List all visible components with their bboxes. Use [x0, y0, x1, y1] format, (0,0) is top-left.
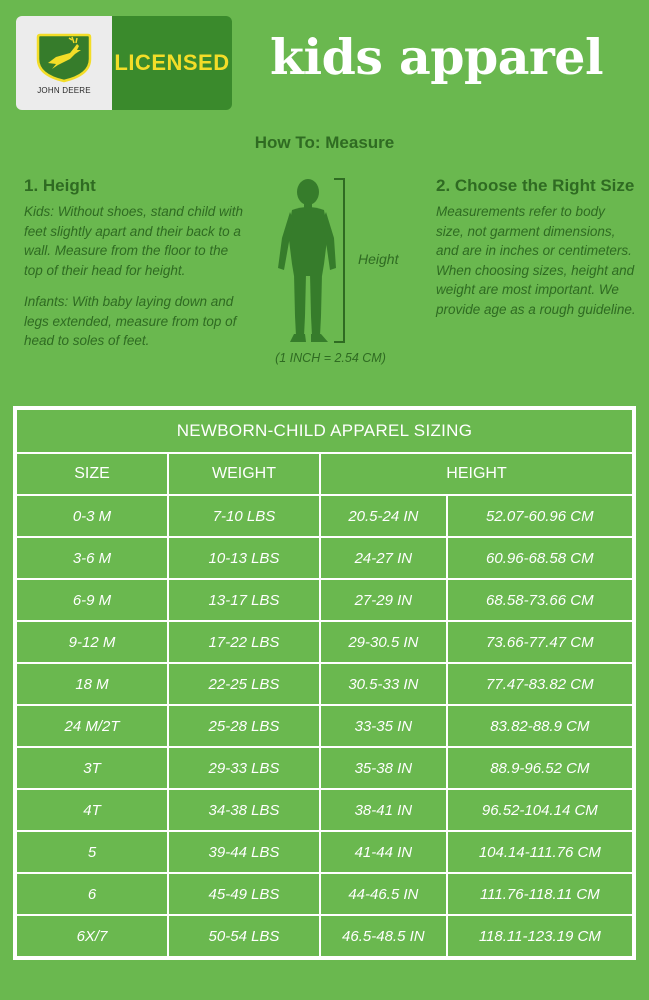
height-column-header: HEIGHT: [320, 453, 634, 495]
weight-cell: 13-17 LBS: [168, 579, 320, 621]
table-row: [15, 663, 634, 705]
how-to-measure-heading: How To: Measure: [254, 133, 395, 152]
height-in-cell: 41-44 IN: [320, 831, 447, 873]
height-cm-cell: 118.11-123.19 CM: [447, 915, 634, 958]
height-in-cell: 44-46.5 IN: [320, 873, 447, 915]
size-section: [436, 176, 636, 319]
height-in-cell: 24-27 IN: [320, 537, 447, 579]
size-section-title: 2. Choose the Right Size: [436, 176, 635, 195]
table-row: [15, 915, 634, 958]
height-cm-cell: 96.52-104.14 CM: [447, 789, 634, 831]
table-row: [15, 495, 634, 537]
height-in-cell: 30.5-33 IN: [320, 663, 447, 705]
table-title: NEWBORN-CHILD APPAREL SIZING: [15, 408, 634, 453]
child-silhouette-icon: [268, 176, 428, 351]
height-in-cell: 38-41 IN: [320, 789, 447, 831]
size-cell: 9-12 M: [15, 621, 168, 663]
sizing-table-body: [15, 495, 634, 958]
height-in-cell: 35-38 IN: [320, 747, 447, 789]
table-row: [15, 537, 634, 579]
john-deere-logo: [16, 16, 112, 110]
table-row: [15, 579, 634, 621]
size-cell: 5: [15, 831, 168, 873]
table-row: [15, 873, 634, 915]
weight-cell: 10-13 LBS: [168, 537, 320, 579]
size-cell: 0-3 M: [15, 495, 168, 537]
table-row: [15, 789, 634, 831]
height-cm-cell: 60.96-68.58 CM: [447, 537, 634, 579]
weight-cell: 22-25 LBS: [168, 663, 320, 705]
kids-instructions: Kids: Without shoes, stand child with feet slightly apart and their back to a wall. Measure from the floor to the top of their head for height.: [24, 204, 243, 278]
height-section: [24, 176, 246, 351]
height-cm-cell: 77.47-83.82 CM: [447, 663, 634, 705]
height-cm-cell: 88.9-96.52 CM: [447, 747, 634, 789]
height-in-cell: 33-35 IN: [320, 705, 447, 747]
table-row: [15, 747, 634, 789]
size-cell: 6-9 M: [15, 579, 168, 621]
height-cm-cell: 104.14-111.76 CM: [447, 831, 634, 873]
table-row: [15, 705, 634, 747]
size-cell: 6: [15, 873, 168, 915]
table-row: [15, 621, 634, 663]
size-cell: 18 M: [15, 663, 168, 705]
licensed-badge: [16, 16, 232, 110]
page-title: kids apparel: [270, 28, 604, 86]
height-in-cell: 20.5-24 IN: [320, 495, 447, 537]
sizing-table: [13, 406, 636, 960]
weight-cell: 45-49 LBS: [168, 873, 320, 915]
deer-logo-icon: [36, 31, 92, 83]
size-cell: 4T: [15, 789, 168, 831]
height-in-cell: 46.5-48.5 IN: [320, 915, 447, 958]
size-cell: 24 M/2T: [15, 705, 168, 747]
height-label: Height: [358, 251, 399, 267]
weight-cell: 17-22 LBS: [168, 621, 320, 663]
weight-cell: 50-54 LBS: [168, 915, 320, 958]
size-column-header: SIZE: [15, 453, 168, 495]
height-in-cell: 29-30.5 IN: [320, 621, 447, 663]
height-cm-cell: 52.07-60.96 CM: [447, 495, 634, 537]
weight-column-header: WEIGHT: [168, 453, 320, 495]
height-in-cell: 27-29 IN: [320, 579, 447, 621]
inch-cm-conversion: (1 INCH = 2.54 CM): [275, 351, 386, 365]
table-row: [15, 831, 634, 873]
height-cm-cell: 68.58-73.66 CM: [447, 579, 634, 621]
height-cm-cell: 83.82-88.9 CM: [447, 705, 634, 747]
brand-name: JOHN DEERE: [37, 86, 91, 95]
weight-cell: 7-10 LBS: [168, 495, 320, 537]
height-section-title: 1. Height: [24, 176, 96, 195]
size-cell: 6X/7: [15, 915, 168, 958]
infants-instructions: Infants: With baby laying down and legs extended, measure from top of head to soles of feet.: [24, 294, 237, 348]
weight-cell: 25-28 LBS: [168, 705, 320, 747]
weight-cell: 29-33 LBS: [168, 747, 320, 789]
height-cm-cell: 73.66-77.47 CM: [447, 621, 634, 663]
weight-cell: 39-44 LBS: [168, 831, 320, 873]
weight-cell: 34-38 LBS: [168, 789, 320, 831]
measurement-figure: [268, 176, 428, 371]
height-cm-cell: 111.76-118.11 CM: [447, 873, 634, 915]
licensed-label: LICENSED: [112, 16, 232, 110]
size-guidance-text: Measurements refer to body size, not garment dimensions, and are in inches or centimeters. When choosing sizes, height and weight are most important. We provide age as a rough guideline.: [436, 204, 636, 317]
size-cell: 3-6 M: [15, 537, 168, 579]
size-cell: 3T: [15, 747, 168, 789]
